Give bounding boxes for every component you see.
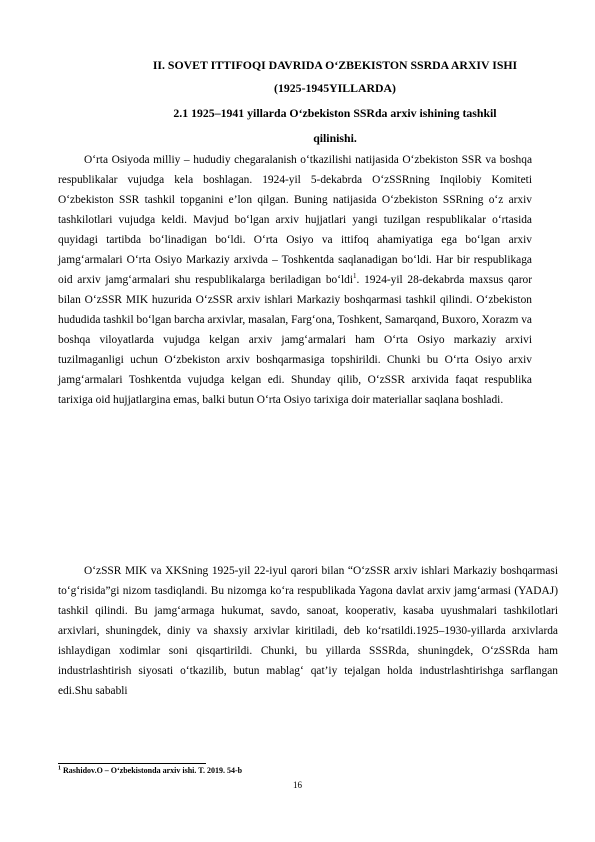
chapter-title-line-2: (1925-1945YILLARDA) — [274, 81, 396, 95]
footnote — [58, 766, 242, 775]
footnote-separator — [58, 763, 206, 764]
paragraph-1 — [58, 150, 532, 410]
paragraph-2-text: O‘zSSR MIK va XKSning 1925-yil 22-iyul qarori bilan “O‘zSSR arxiv ishlari Markaziy boshqarmasi to‘g‘risida”gi nizom tasdiqlandi. Bu nizomga ko‘ra respublikada Yagona davlat arxiv jamg‘armasi (YADAJ) tashkil qilindi. Bu jamg‘armaga hukumat, savdo, sanoat, kooperativ, kasaba uyushmalari tashkilotlari arxivlari, shuningdek, diniy va shaxsiy arxivlar kiritiladi, deb ko‘rsatildi.1925–1930-yillarda arxivlarda ishlaydigan xodimlar soni qisqartirildi. Chunki, bu yillarda SSSRda, shuningdek, O‘zSSRda ham industrlashtirish siyosati o‘tkazilib, butun mablag‘ qat’iy tejalgan holda industrlashtirishga sarflangan edi.Shu sababli — [58, 565, 558, 697]
footnote-text: Rashidov.O – O‘zbekistonda arxiv ishi. T. 2019. 54-b — [61, 766, 243, 775]
section-title-line-1: 2.1 1925–1941 yillarda O‘zbekiston SSRda arxiv ishining tashkil — [173, 106, 497, 120]
paragraph-2 — [58, 561, 558, 701]
footnote-reference[interactable]: 1 — [353, 272, 357, 281]
page-number: 16 — [293, 780, 302, 790]
paragraph-1-text: O‘rta Osiyoda milliy – hududiy chegaralanish o‘tkazilishi natijasida O‘zbekiston SSR va boshqa respublikalar vujudga kela boshlagan. 1924-yil 5-dekabrda O‘zSSRning Inqilobiy Komiteti O‘zbekiston SSR tashkil topganini e’lon qilgan. Buning natijasida O‘zbekiston SSRning o‘z arxiv tashkilotlari vujudga keldi. Mavjud bo‘lgan arxiv hujjatlari yangi tuzilgan respublikalar o‘rtasida quyidagi tartibda bo‘linadigan bo‘ldi. O‘rta Osiyo va ittifoq ahamiyatiga ega bo‘lgan arxiv jamg‘armalari O‘rta Osiyo Markaziy arxivda – Toshkentda saqlanadigan bo‘ldi. Har bir respublikaga oid arxiv jamg‘armalari shu respublikalarga beriladigan bo‘ldi — [58, 154, 532, 286]
chapter-title-line-1: II. SOVET ITTIFOQI DAVRIDA O‘ZBEKISTON SSRDA ARXIV ISHI — [152, 58, 518, 72]
section-title-line-2: qilinishi. — [313, 131, 357, 145]
paragraph-1-continuation: . 1924-yil 28-dekabrda maxsus qaror bilan O‘zSSR MIK huzurida O‘zSSR arxiv ishlari Markaziy boshqarmasi tashkil qilindi. O‘zbekiston hududida tashkil bo‘lgan barcha arxivlar, masalan, Farg‘ona, Toshkent, Samarqand, Buxoro, Xorazm va boshqa viloyatlarda vujudga kelgan arxiv jamg‘armalari ham O‘rta Osiyo markaziy arxivi tuzilmaganligi uchun O‘zbekiston arxiv boshqarmasiga topshirildi. Chunki bu O‘rta Osiyo arxiv jamg‘armalari Toshkentda vujudga kelgan edi. Shunday qilib, O‘zSSR arxivida faqat respublika tarixiga oid hujjatlargina emas, balki butun O‘rta Osiyo tarixiga doir materiallar saqlana boshladi. — [58, 274, 532, 406]
footnote-marker: 1 — [58, 765, 61, 772]
